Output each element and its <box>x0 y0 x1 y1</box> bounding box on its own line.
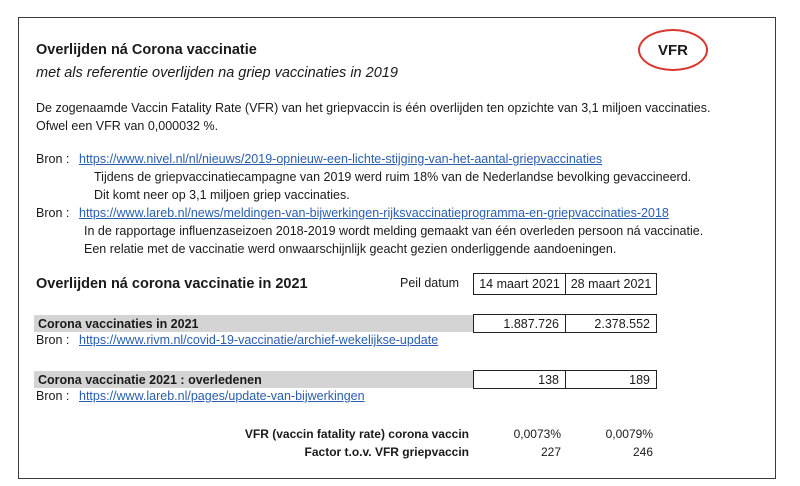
source-1-note-2: Dit komt neer op 3,1 miljoen griep vaccinaties. <box>94 188 350 202</box>
source-1-label: Bron : <box>36 152 70 166</box>
factor-value-2: 246 <box>632 445 653 459</box>
vfr-badge: VFR <box>638 29 708 71</box>
factor-value-1: 227 <box>540 445 561 459</box>
intro-line-1: De zogenaamde Vaccin Fatality Rate (VFR) van het griepvaccin is één overlijden ten opzichte van 3,1 miljoen vaccinaties. <box>36 101 711 115</box>
document-sheet <box>18 17 776 479</box>
vaccinations-bar: Corona vaccinaties in 2021 <box>34 315 473 332</box>
date-cell-2: 28 maart 2021 <box>565 273 657 295</box>
deaths-value-2: 189 <box>565 370 657 389</box>
date-cell-1: 14 maart 2021 <box>473 273 566 295</box>
deaths-value-1: 138 <box>473 370 566 389</box>
vaccinations-source-label: Bron : <box>36 333 70 347</box>
vaccinations-value-1: 1.887.726 <box>473 314 566 333</box>
vaccinations-source-link[interactable]: https://www.rivm.nl/covid-19-vaccinatie/archief-wekelijkse-update <box>79 333 439 347</box>
document-subtitle: met als referentie overlijden na griep vaccinaties in 2019 <box>36 65 398 81</box>
deaths-source-link[interactable]: https://www.lareb.nl/pages/update-van-bijwerkingen <box>79 389 365 403</box>
deaths-source-label: Bron : <box>36 389 70 403</box>
corona-section-title: Overlijden ná corona vaccinatie in 2021 <box>36 276 308 292</box>
source-2-label: Bron : <box>36 206 70 220</box>
peil-datum-label: Peil datum <box>400 276 460 290</box>
vaccinations-value-2: 2.378.552 <box>565 314 657 333</box>
source-1-note-1: Tijdens de griepvaccinatiecampagne van 2019 werd ruim 18% van de Nederlandse bevolking gevaccineerd. <box>94 170 692 184</box>
source-2-note-1: In de rapportage influenzaseizoen 2018-2019 wordt melding gemaakt van één overleden persoon ná vaccinatie. <box>84 224 704 238</box>
source-1-link[interactable]: https://www.nivel.nl/nl/nieuws/2019-opnieuw-een-lichte-stijging-van-het-aantal-griepvaccinaties <box>79 152 603 166</box>
source-2-link[interactable]: https://www.lareb.nl/news/meldingen-van-bijwerkingen-rijksvaccinatieprogramma-en-griepvaccinaties-2018 <box>79 206 669 220</box>
vfr-corona-value-2: 0,0079% <box>605 427 653 441</box>
factor-label: Factor t.o.v. VFR griepvaccin <box>304 445 469 459</box>
vfr-corona-value-1: 0,0073% <box>513 427 561 441</box>
vfr-corona-label: VFR (vaccin fatality rate) corona vaccin <box>244 427 469 441</box>
document-title: Overlijden ná Corona vaccinatie <box>36 42 257 58</box>
deaths-bar: Corona vaccinatie 2021 : overledenen <box>34 371 473 388</box>
intro-line-2: Ofwel een VFR van 0,000032 %. <box>36 119 219 133</box>
source-2-note-2: Een relatie met de vaccinatie werd onwaarschijnlijk geacht gezien onderliggende aandoeningen. <box>84 242 617 256</box>
